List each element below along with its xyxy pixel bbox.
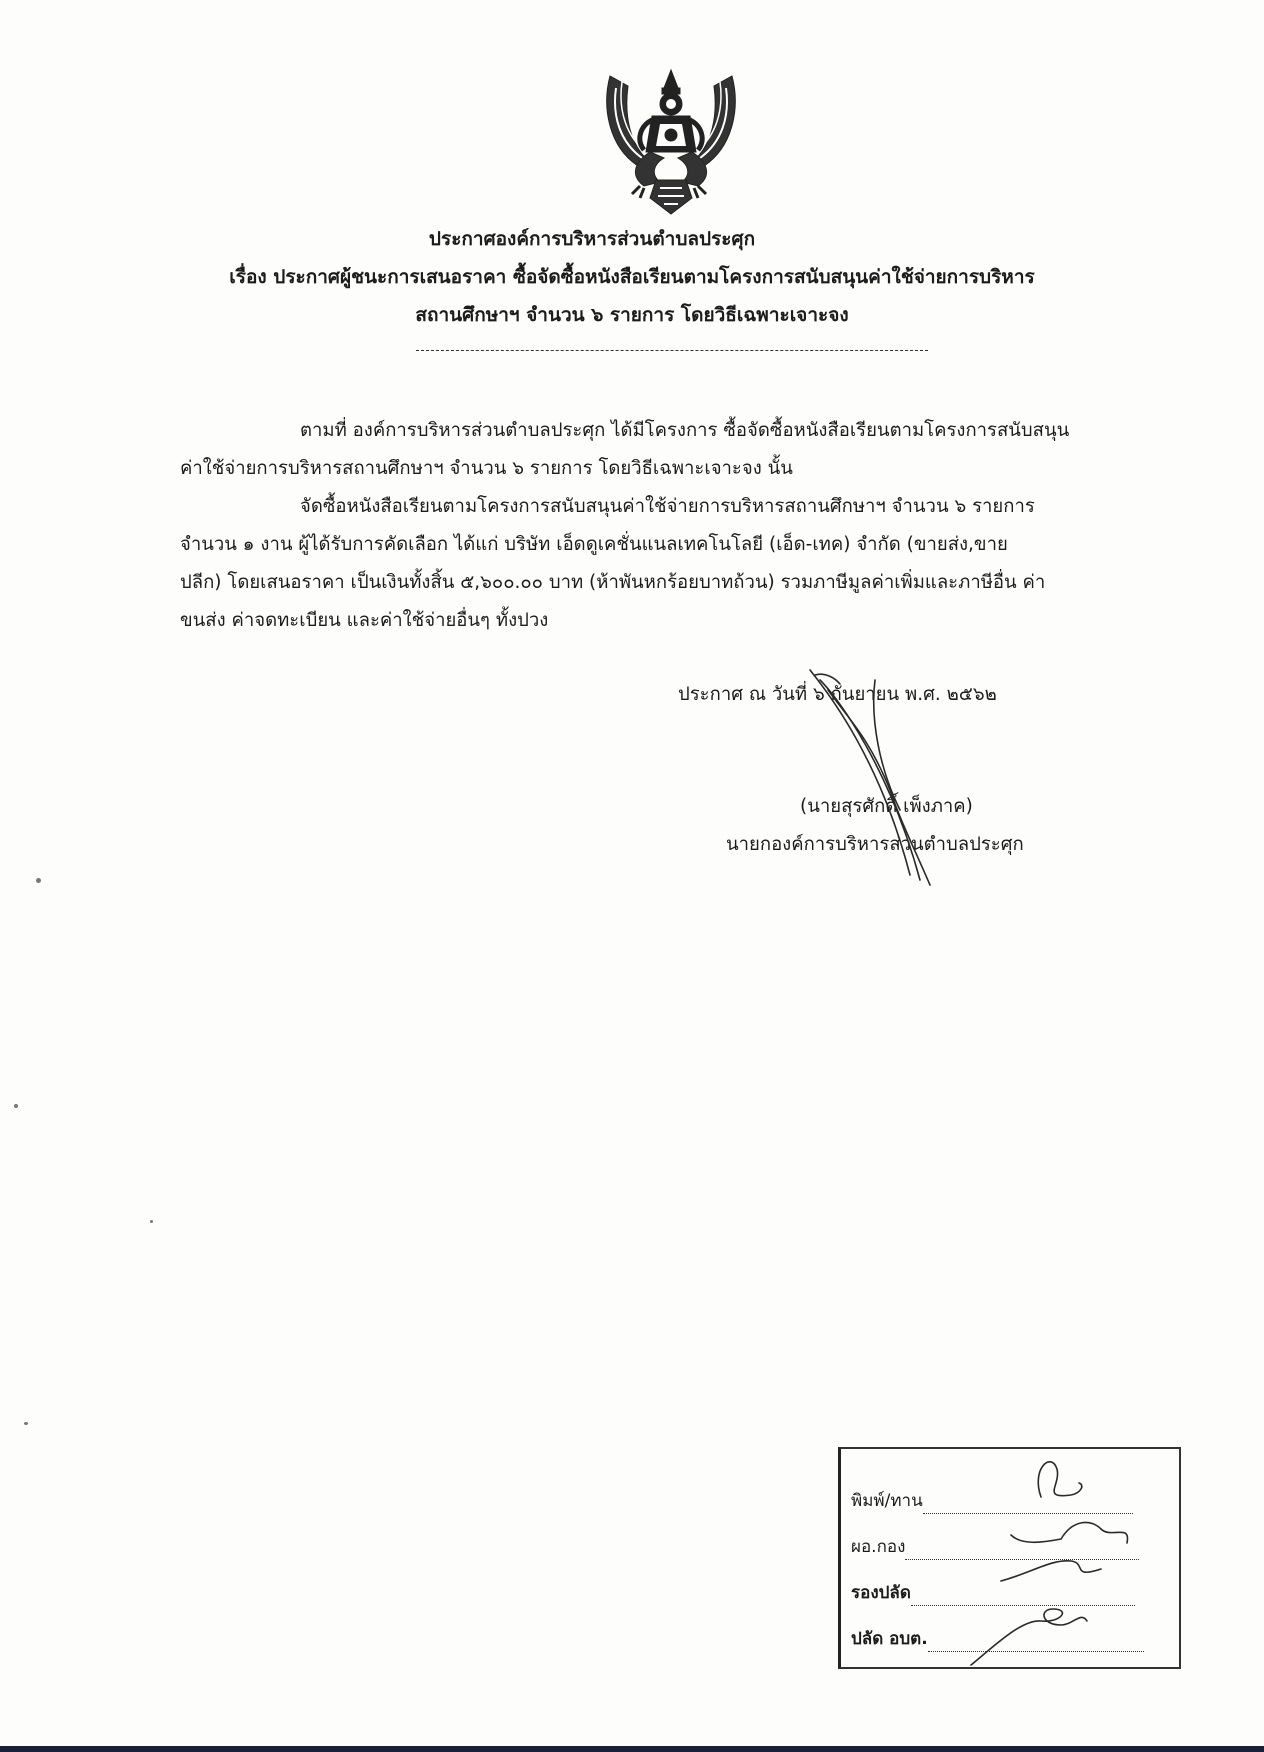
stamp-initials <box>961 1449 1171 1667</box>
scan-speck <box>24 1422 28 1425</box>
announcement-title: ประกาศองค์การบริหารส่วนตำบลประศุก <box>428 228 756 250</box>
scan-edge <box>0 1746 1264 1752</box>
subject-line-1: เรื่อง ประกาศผู้ชนะการเสนอราคา ซื้อจัดซื้อหนังสือเรียนตามโครงการสนับสนุนค่าใช้จ่ายการบริหาร <box>229 266 1035 288</box>
paragraph-1-line-2: ค่าใช้จ่ายการบริหารสถานศึกษาฯ จำนวน ๖ รายการ โดยวิธีเฉพาะเจาะจง นั้น <box>180 458 793 479</box>
signatory-position: นายกองค์การบริหารส่วนตำบลประศุก <box>726 834 1024 855</box>
signatory-name: (นายสุรศักดิ์ เพ็งภาค) <box>800 796 973 817</box>
handwritten-signature <box>780 660 980 890</box>
garuda-emblem <box>600 66 742 218</box>
paragraph-2-line-2: จำนวน ๑ งาน ผู้ได้รับการคัดเลือก ได้แก่ บริษัท เอ็ดดูเคชั่นแนลเทคโนโลยี (เอ็ด-เทค) จำกัด (ขายส่ง,ขาย <box>180 534 1008 555</box>
scan-speck <box>14 1104 18 1108</box>
scan-speck <box>36 878 41 883</box>
stamp-label-typist: พิมพ์/ทาน <box>851 1491 923 1511</box>
paragraph-2-line-3: ปลีก) โดยเสนอราคา เป็นเงินทั้งสิ้น ๕,๖๐๐.๐๐ บาท (ห้าพันหกร้อยบาทถ้วน) รวมภาษีมูลค่าเพิ่มและภาษีอื่น ค่า <box>180 572 1046 593</box>
paragraph-2-line-4: ขนส่ง ค่าจดทะเบียน และค่าใช้จ่ายอื่นๆ ทั้งปวง <box>180 610 549 631</box>
heading-divider <box>416 350 928 351</box>
paragraph-1-line-1: ตามที่ องค์การบริหารส่วนตำบลประศุก ได้มีโครงการ ซื้อจัดซื้อหนังสือเรียนตามโครงการสนับสนุน <box>300 420 1070 441</box>
stamp-label-deputy-clerk: รองปลัด <box>851 1583 911 1603</box>
announcement-date: ประกาศ ณ วันที่ ๖ กันยายน พ.ศ. ๒๕๖๒ <box>678 684 997 705</box>
stamp-label-division-director: ผอ.กอง <box>851 1537 906 1557</box>
paragraph-2-line-1: จัดซื้อหนังสือเรียนตามโครงการสนับสนุนค่าใช้จ่ายการบริหารสถานศึกษาฯ จำนวน ๖ รายการ <box>300 496 1035 517</box>
subject-line-2: สถานศึกษาฯ จำนวน ๖ รายการ โดยวิธีเฉพาะเจาะจง <box>415 304 849 326</box>
routing-stamp <box>838 1447 1181 1669</box>
stamp-label-chief-clerk: ปลัด อบต. <box>851 1629 928 1649</box>
scan-speck <box>150 1220 153 1223</box>
